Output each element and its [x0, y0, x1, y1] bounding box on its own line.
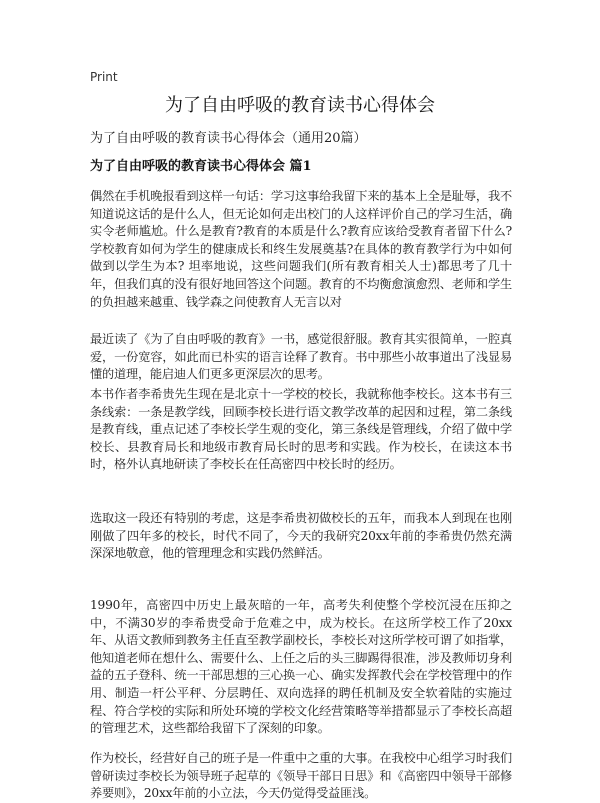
paragraph-6: 作为校长，经营好自己的班子是一件重中之重的大事。在我校中心组学习时我们曾研读过李校长为领导班子起草的《领导干部日日思》和《高密四中领导干部修养要则》，20xx年前的小立法，今天仍觉得受益匪浅。: [90, 751, 512, 801]
paragraph-2: 最近读了《为了自由呼吸的教育》一书，感觉很舒服。教育其实很简单，一腔真爱，一份宽容，如此而已朴实的语言诠释了教育。书中那些小故事道出了浅显易懂的道理，能启迪人们更多更深层次的思考。: [90, 332, 512, 382]
paragraph-5-part-a: 1990年，高密四中历史上最灰暗的一年，高考失利使整个学校沉浸在压抑之中，不满30岁的李希贵受命于危难之中，成为校长。: [90, 598, 512, 630]
paragraph-5: [90, 597, 512, 738]
print-label[interactable]: Print: [90, 70, 118, 84]
paragraph-4: 选取这一段还有特别的考虑，这是李希贵初做校长的五年，而我本人到现在也刚刚做了四年多的校长，时代不同了，今天的我研究20xx年前的李希贵仍然充满深深地敬意，他的管理理念和实践仍然鲜活。: [90, 511, 512, 561]
paragraph-1: 偶然在手机晚报看到这样一句话：学习这事给我留下来的基本上全是耻辱，我不知道说这话的是什么人，但无论如何走出校门的人这样评价自己的学习生活，确实令老师尴尬。什么是教育?教育的本质是什么?教育应该给受教育者留下什么?学校教育如何为学生的健康成长和终生发展奠基?在具体的教育教学行为中如何做到以学生为本? 坦率地说，这些问题我们(所有教育相关人士)都思考了几十年，但我们真的没有很好地回答这个问题。教育的不均衡愈演愈烈、老师和学生的负担越来越重、钱学森之问使教育人无言以对: [90, 189, 512, 309]
section-heading: 为了自由呼吸的教育读书心得体会 篇1: [90, 159, 312, 174]
document-subtitle: 为了自由呼吸的教育读书心得体会（通用20篇）: [90, 131, 367, 146]
page-title: 为了自由呼吸的教育读书心得体会: [165, 95, 435, 116]
paragraph-5-part-b: 在这所学校工作了20xx年、从语文教师到教务主任直至教学副校长，李校长对这所学校可谓了如指掌，他知道老师在想什么、需要什么、上任之后的头三脚踢得很准，涉及教师切身利益的五子登科、统一干部思想的三心换一心、确实发挥教代会在学校管理中的作用、制造一杆公平秤、分层聘任、双向选择的聘任机制及安全软着陆的实施过程、符合学校的实际和所处环境的学校文化经营策略等举措都显示了李校长高超的管理艺术，这些都给我留下了深刻的印象。: [90, 615, 512, 736]
paragraph-3: 本书作者李希贵先生现在是北京十一学校的校长，我就称他李校长。这本书有三条线索：一条是教学线，回顾李校长进行语文教学改革的起因和过程，第二条线是教育线，重点记述了李校长学生观的变化，第三条线是管理线，介绍了做中学校长、县教育局长和地级市教育局长时的思考和实践。作为校长，在读这本书时，格外认真地研读了李校长在任高密四中校长时的经历。: [90, 387, 512, 472]
